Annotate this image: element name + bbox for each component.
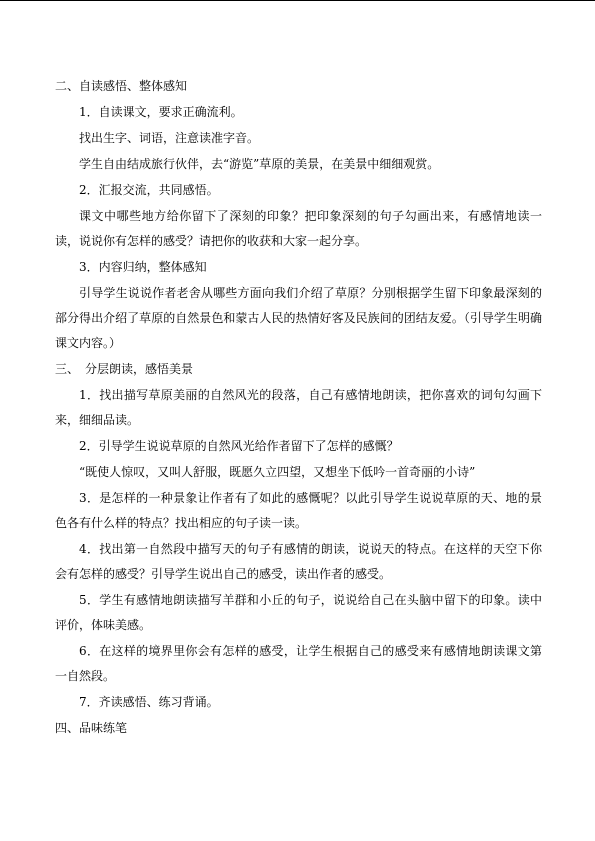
paragraph-2-3: 3．内容归纳，整体感知 (79, 260, 207, 274)
section-heading-4: 四、品味练笔 (55, 721, 128, 735)
paragraph-2-1: 1．自读课文，要求正确流利。 (79, 105, 243, 119)
page-top-border (0, 0, 595, 1)
paragraph-3-2: 2．引导学生说说草原的自然风光给作者留下了怎样的感慨？ (79, 439, 399, 453)
paragraph-2-3-a: 引导学生说说作者老舍从哪些方面向我们介绍了草原？分别根据学生留下印象最深刻的部分得出介绍了草原的自然景色和蒙古人民的热情好客及民族间的团结友爱。（引导学生明确课文内容。） (55, 286, 542, 350)
paragraph-3-6: 6．在这样的境界里你会有怎样的感受，让学生根据自己的感受来有感情地朗读课文第一自然段。 (55, 644, 542, 683)
paragraph-3-4: 4．找出第一自然段中描写天的句子有感情的朗读，说说天的特点。在这样的天空下你会有怎样的感受？引导学生说出自己的感受，读出作者的感受。 (55, 542, 542, 581)
paragraph-3-3: 3．是怎样的一种景象让作者有了如此的感慨呢？以此引导学生说说草原的天、地的景色各有什么样的特点？找出相应的句子读一读。 (55, 491, 542, 530)
paragraph-3-1: 1．找出描写草原美丽的自然风光的段落，自己有感情地朗读，把你喜欢的词句勾画下来，细细品读。 (55, 388, 542, 427)
paragraph-2-1-a: 找出生字、词语，注意读准字音。 (79, 131, 260, 145)
section-heading-3: 三、 分层朗读，感悟美景 (55, 362, 194, 376)
paragraph-3-5: 5．学生有感情地朗读描写羊群和小丘的句子，说说给自己在头脑中留下的印象。读中评价，体味美感。 (55, 593, 542, 632)
paragraph-2-2: 2．汇报交流，共同感悟。 (79, 183, 219, 197)
document-body (55, 74, 542, 742)
paragraph-3-2-quote: “既使人惊叹，又叫人舒服，既愿久立四望，又想坐下低吟一首奇丽的小诗” (79, 465, 476, 479)
paragraph-2-2-a: 课文中哪些地方给你留下了深刻的印象？把印象深刻的句子勾画出来，有感情地读一读，说说你有怎样的感受？请把你的收获和大家一起分享。 (55, 209, 542, 248)
section-heading-2: 二、自读感悟、整体感知 (55, 79, 188, 93)
paragraph-2-1-b: 学生自由结成旅行伙伴，去“游览”草原的美景，在美景中细细观赏。 (79, 157, 440, 171)
paragraph-3-7: 7．齐读感悟、练习背诵。 (79, 695, 219, 709)
